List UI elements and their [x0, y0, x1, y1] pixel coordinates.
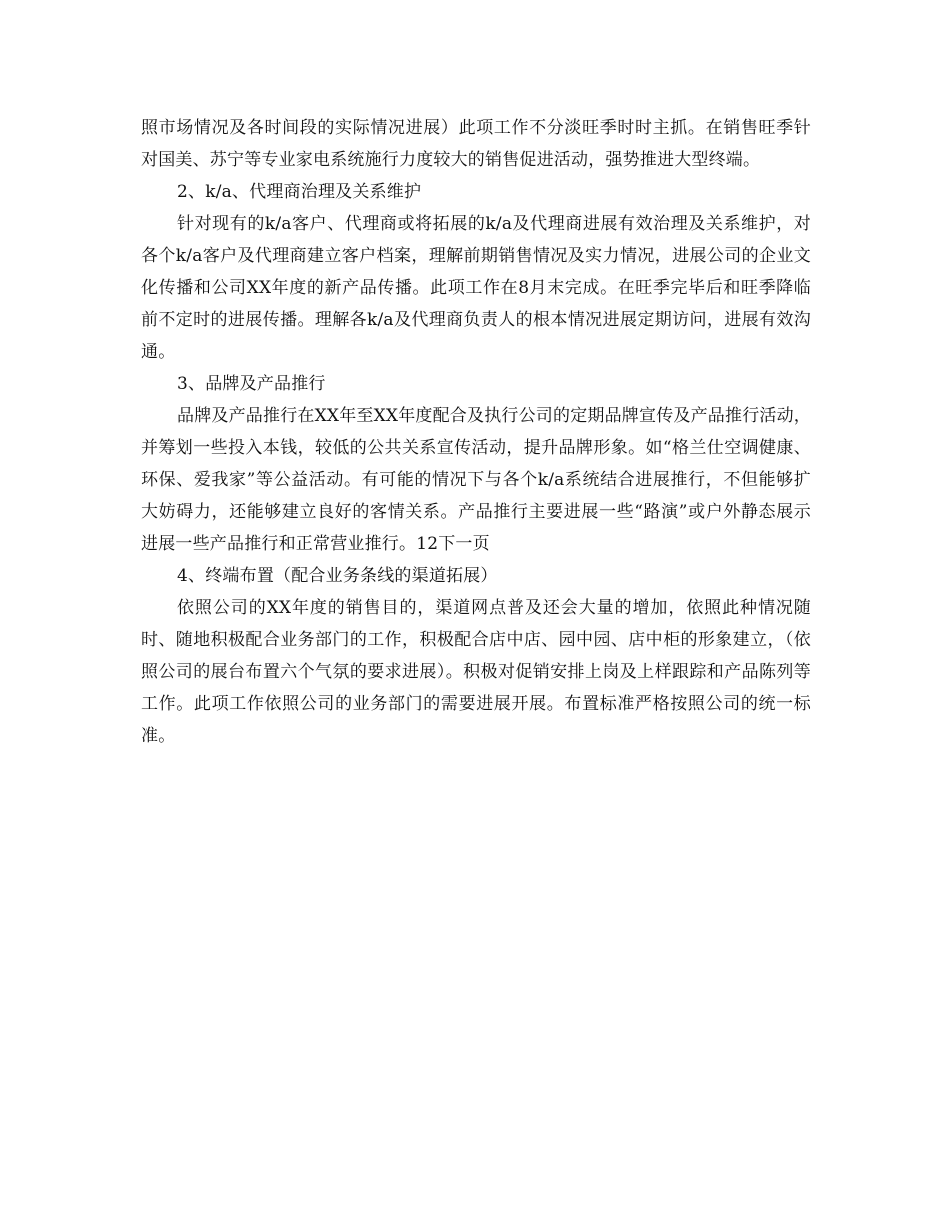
document-body	[141, 112, 811, 752]
section-heading-3: 3、品牌及产品推行	[177, 374, 326, 394]
section-heading-4: 4、终端布置（配合业务条线的渠道拓展）	[177, 566, 498, 586]
paragraph-section-3: 品牌及产品推行在XX年至XX年度配合及执行公司的定期品牌宣传及产品推行活动，并筹划一些投入本钱，较低的公共关系宣传活动，提升品牌形象。如“格兰仕空调健康、环保、爱我家”等公益活动。有可能的情况下与各个k/a系统结合进展推行，不但能够扩大妨碍力，还能够建立良好的客情关系。产品推行主要进展一些“路演”或户外静态展示进展一些产品推行和正常营业推行。12下一页	[141, 406, 812, 554]
paragraph-continuation: 照市场情况及各时间段的实际情况进展）此项工作不分淡旺季时时主抓。在销售旺季针对国美、苏宁等专业家电系统施行力度较大的销售促进活动，强势推进大型终端。	[141, 118, 811, 170]
section-heading-2: 2、k/a、代理商治理及关系维护	[177, 182, 422, 202]
paragraph-section-2: 针对现有的k/a客户、代理商或将拓展的k/a及代理商进展有效治理及关系维护，对各个k/a客户及代理商建立客户档案，理解前期销售情况及实力情况，进展公司的企业文化传播和公司XX年度的新产品传播。此项工作在8月末完成。在旺季完毕后和旺季降临前不定时的进展传播。理解各k/a及代理商负责人的根本情况进展定期访问，进展有效沟通。	[141, 214, 811, 362]
paragraph-section-4: 依照公司的XX年度的销售目的，渠道网点普及还会大量的增加，依照此种情况随时、随地积极配合业务部门的工作，积极配合店中店、园中园、店中柜的形象建立，（依照公司的展台布置六个气氛的要求进展）。积极对促销安排上岗及上样跟踪和产品陈列等工作。此项工作依照公司的业务部门的需要进展开展。布置标准严格按照公司的统一标准。	[141, 598, 811, 746]
